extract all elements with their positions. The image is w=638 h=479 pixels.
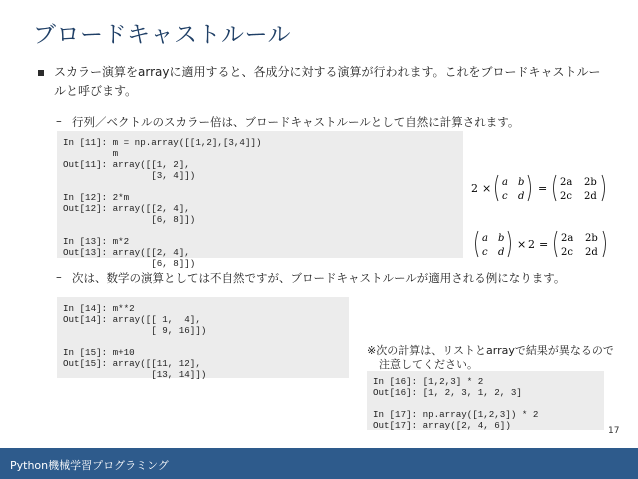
formula2-r-12: 2b: [585, 233, 598, 244]
code-line: [63, 225, 463, 236]
code-line: m: [63, 148, 119, 159]
code-line: Out[17]: array([2, 4, 6]): [373, 420, 511, 431]
code-line: In [17]: np.array([1,2,3]) * 2: [373, 409, 539, 420]
code-line: In [11]: m = np.array([[1,2],[3,4]]): [63, 137, 262, 148]
dash-bullet-icon: –: [56, 270, 62, 284]
square-bullet-icon: [38, 70, 44, 76]
formula1-a-11: a: [502, 177, 508, 188]
bullet-main-text: スカラー演算をarrayに適用すると、各成分に対する演算が行われます。これをブロードキャストルールと呼びます。: [54, 65, 601, 98]
formula2-a-12: b: [498, 233, 505, 244]
code-line: [ 9, 16]]): [63, 325, 207, 336]
bullet-main: [38, 63, 608, 101]
code-line: Out[15]: array([[11, 12],: [63, 358, 201, 369]
code-line: In [13]: m*2: [63, 236, 130, 247]
formula2-scalar: 2: [528, 238, 535, 251]
code-line: In [12]: 2*m: [63, 192, 130, 203]
code-line: [63, 336, 349, 347]
code-line: Out[12]: array([[2, 4],: [63, 203, 190, 214]
formula1-r-12: 2b: [584, 177, 597, 188]
code-line: [13, 14]]): [63, 369, 207, 380]
formula1-a-21: c: [502, 191, 508, 202]
code-line: In [14]: m**2: [63, 303, 135, 314]
code-line: [3, 4]]): [63, 170, 196, 181]
formula1-r-11: 2a: [560, 177, 573, 188]
formula2-times: ×: [517, 238, 527, 251]
formula-matrix-times-scalar: [473, 227, 623, 261]
code-line: In [16]: [1,2,3] * 2: [373, 376, 484, 387]
footer-text: Python機械学習プログラミング: [10, 459, 169, 472]
page-number: 17: [608, 426, 620, 436]
formula2-a-11: a: [482, 233, 488, 244]
code-line: Out[16]: [1, 2, 3, 1, 2, 3]: [373, 387, 522, 398]
slide-title: ブロードキャストルール: [33, 22, 292, 48]
sub-bullet-2: [56, 270, 565, 286]
formula2-r-22: 2d: [585, 247, 598, 258]
code-block-2: [57, 297, 349, 378]
code-line: [6, 8]]): [63, 258, 196, 269]
note-line-2: 注意してください。: [379, 358, 478, 371]
sub-bullet-1-text: 行列／ベクトルのスカラー倍は、ブロードキャストルールとして自然に計算されます。: [72, 115, 520, 129]
formula1-a-12: b: [518, 177, 525, 188]
formula1-r-22: 2d: [584, 191, 597, 202]
formula1-equals: =: [538, 182, 548, 195]
code-line: [63, 181, 463, 192]
formula2-r-21: 2c: [561, 247, 573, 258]
sub-bullet-2-text: 次は、数学の演算としては不自然ですが、ブロードキャストルールが適用される例になります。: [72, 271, 566, 285]
formula1-scalar: 2: [471, 182, 478, 195]
code-line: In [15]: m+10: [63, 347, 135, 358]
sub-bullet-1: [56, 114, 519, 130]
footer-bar: [0, 448, 638, 479]
code-block-3: [367, 371, 604, 430]
code-line: [6, 8]]): [63, 214, 196, 225]
formula2-a-21: c: [482, 247, 488, 258]
formula2-a-22: d: [498, 247, 505, 258]
code-line: Out[13]: array([[2, 4],: [63, 247, 190, 258]
code-line: Out[11]: array([[1, 2],: [63, 159, 190, 170]
code-line: [373, 398, 604, 409]
formula2-r-11: 2a: [561, 233, 574, 244]
formula1-times: ×: [482, 182, 492, 195]
code-block-1: [57, 131, 463, 269]
note-line-1: ※次の計算は、リストとarrayで結果が異なるので: [367, 344, 614, 357]
formula1-a-22: d: [518, 191, 525, 202]
formula1-r-21: 2c: [560, 191, 572, 202]
dash-bullet-icon: –: [56, 114, 62, 128]
formula-scalar-times-matrix: [471, 171, 621, 205]
formula2-equals: =: [539, 238, 549, 251]
note-text: [367, 344, 617, 372]
code-line: Out[14]: array([[ 1, 4],: [63, 314, 201, 325]
